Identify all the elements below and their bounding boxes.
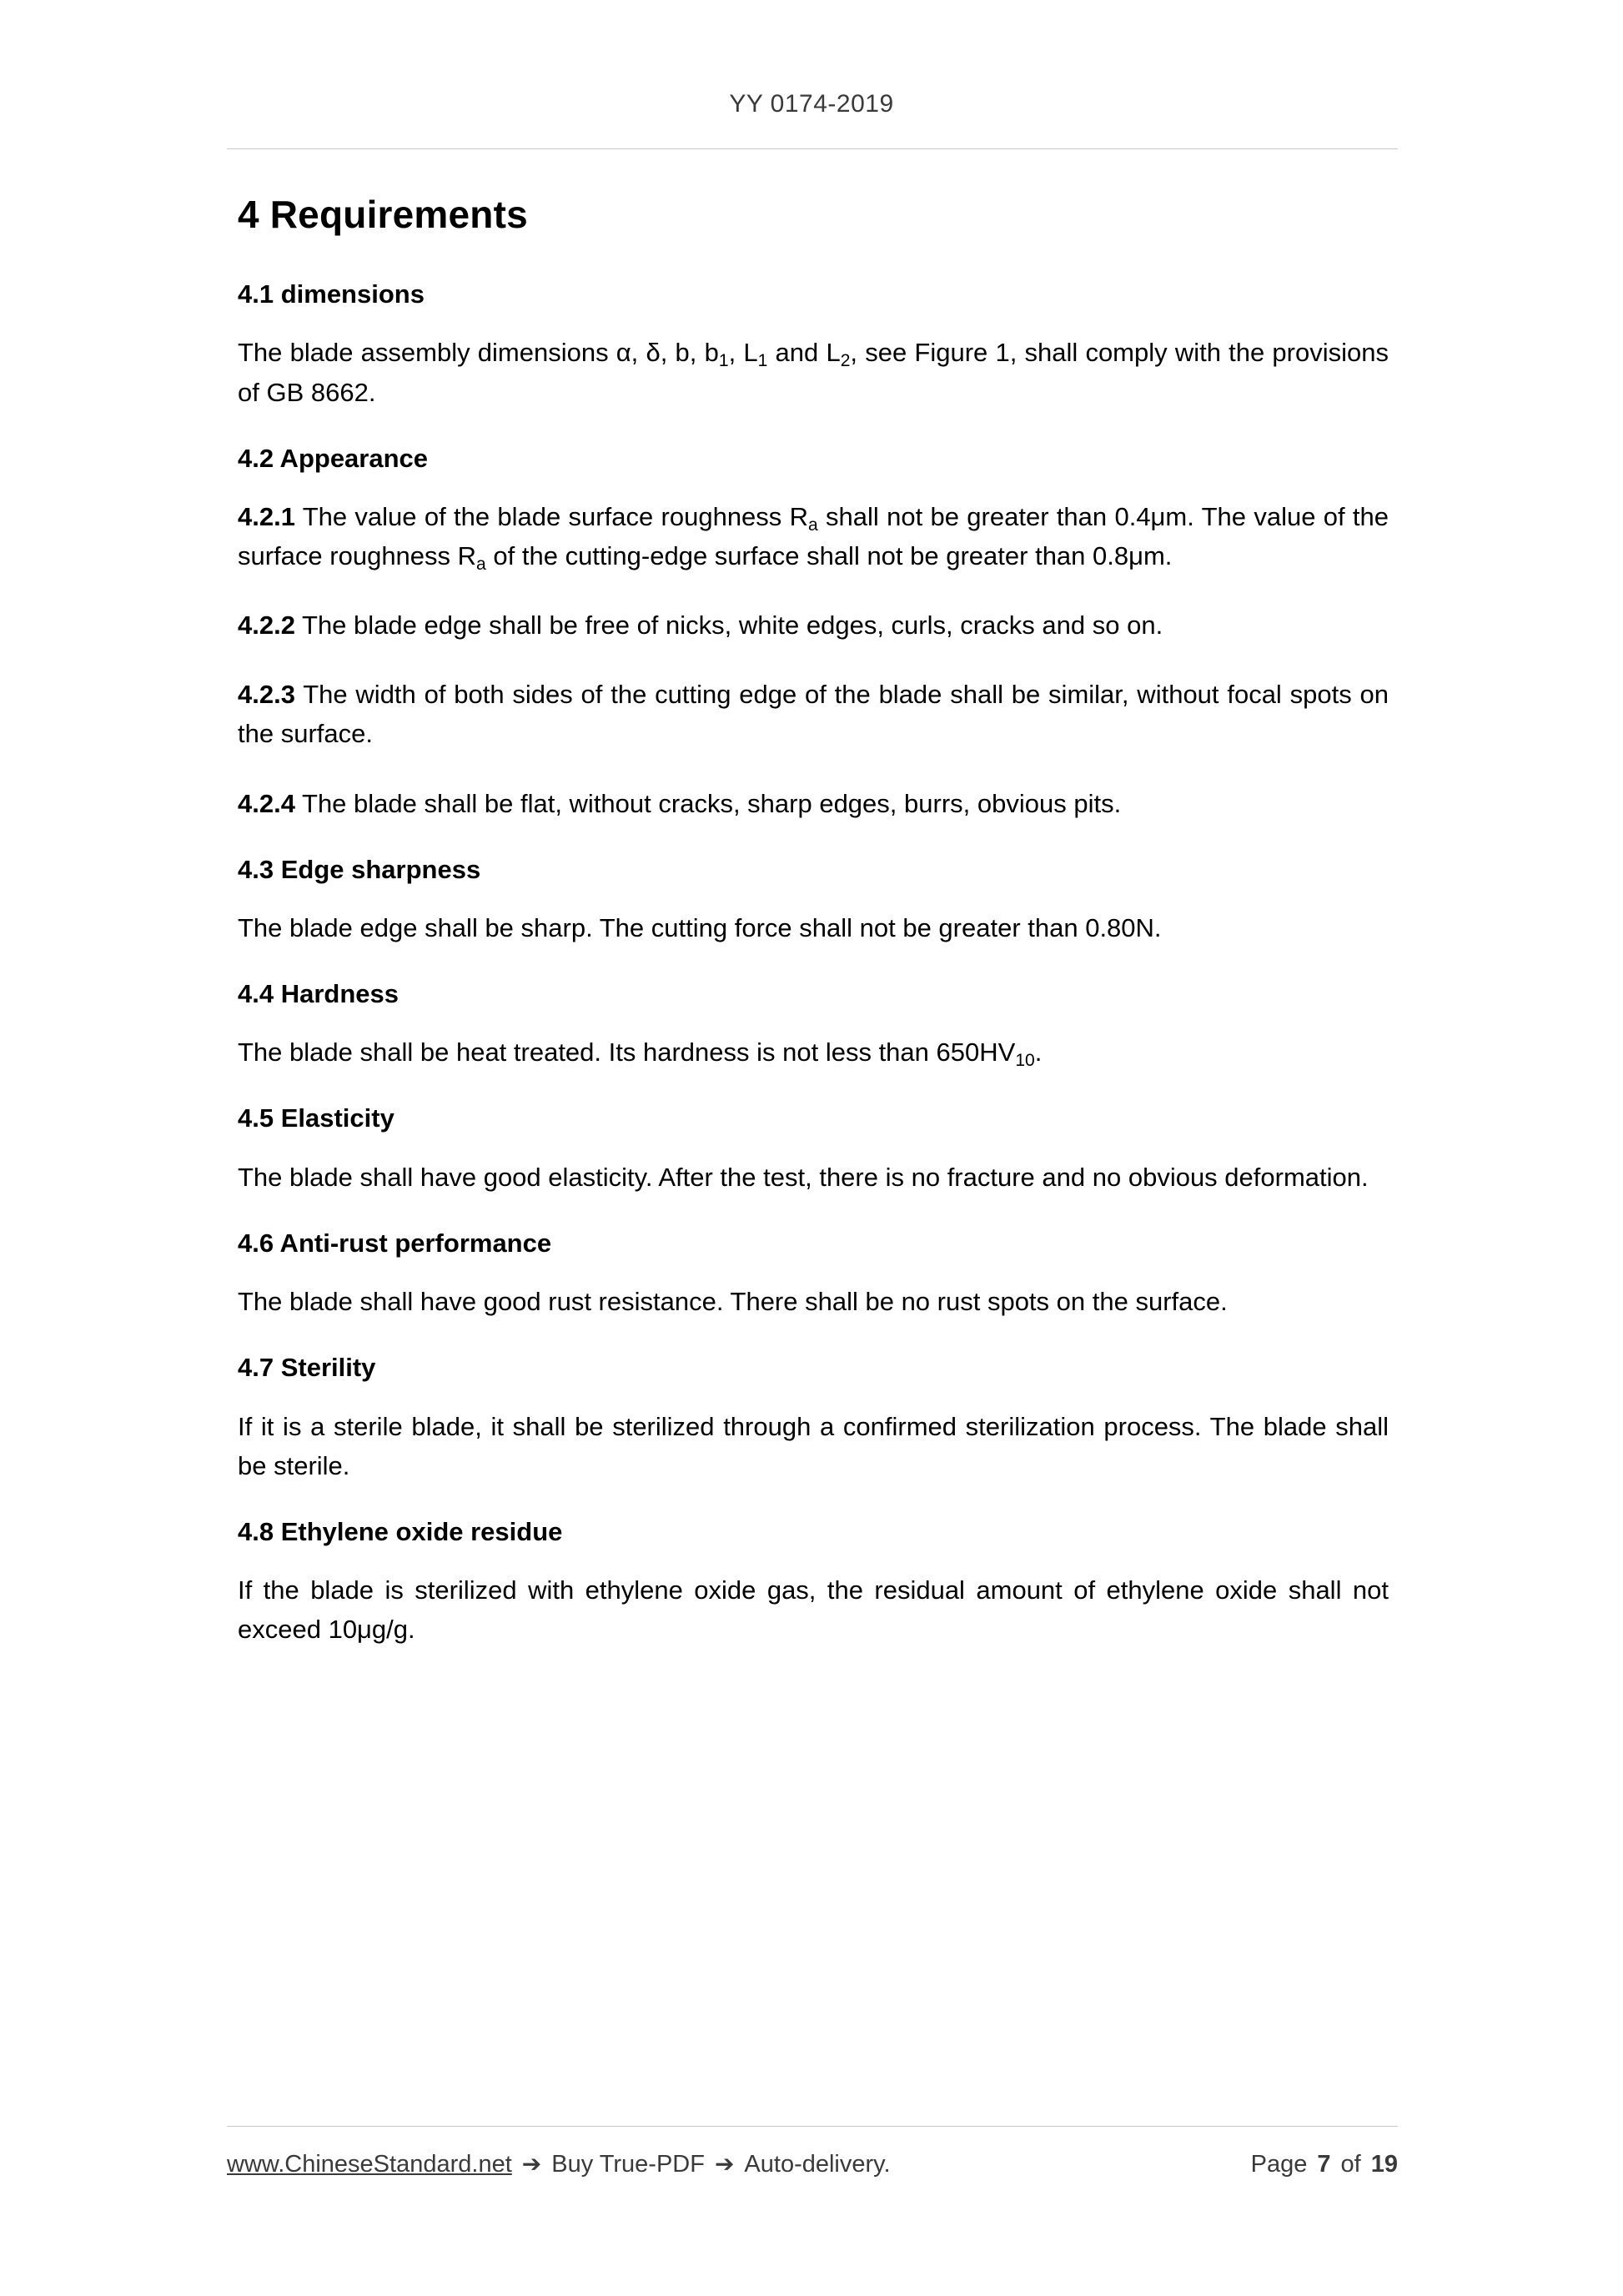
clause-number: 4.2.1 (238, 502, 295, 531)
subscript-text: a (808, 515, 818, 535)
standard-id: YY 0174-2019 (729, 90, 894, 118)
subscript-text: 10 (1015, 1051, 1035, 1071)
footer-left-group (227, 2150, 891, 2178)
paragraph-text: The width of both sides of the cutting edge of the blade shall be similar, without focal spots on the surface. (238, 680, 1389, 749)
paragraph-text: , L (728, 338, 758, 368)
subscript-text: 1 (718, 351, 729, 371)
page-number: 7 (1317, 2151, 1331, 2178)
subscript-text: 2 (840, 351, 851, 371)
paragraph (238, 675, 1389, 753)
paragraph-text: If the blade is sterilized with ethylene oxide gas, the residual amount of ethylene oxide shall not exceed 10μg/g. (238, 1575, 1389, 1645)
paragraph (238, 605, 1389, 645)
section-heading: 4.4 Hardness (238, 979, 399, 1009)
page-footer (227, 2150, 1398, 2178)
arrow-right-icon-2: ➔ (714, 2151, 735, 2177)
section-heading: 4.3 Edge sharpness (238, 854, 481, 884)
page-header (0, 90, 1623, 118)
subscript-text: 1 (757, 351, 768, 371)
section-heading: 4.2 Appearance (238, 443, 429, 473)
paragraph-text: and L (767, 338, 841, 368)
paragraph-text: The blade shall be heat treated. Its hardness is not less than 650HV (238, 1037, 1016, 1068)
paragraph-text: The blade shall be flat, without cracks, sharp edges, burrs, obvious pits. (294, 788, 1122, 818)
paragraph (238, 908, 1389, 947)
section-heading: 4.1 dimensions (238, 279, 425, 309)
page-label: Page (1250, 2151, 1308, 2178)
clause-number: 4.2.4 (238, 788, 295, 818)
paragraph (238, 1282, 1389, 1321)
paragraph-text: shall not be greater than 0.4μm. The value of the surface roughness R (238, 502, 1389, 571)
page-total: 19 (1370, 2151, 1398, 2178)
header-divider (227, 148, 1398, 149)
paragraph-text: . (1034, 1037, 1043, 1068)
paragraph (238, 1570, 1389, 1649)
section-heading: 4.5 Elasticity (238, 1103, 394, 1133)
paragraph-text: The blade edge shall be sharp. The cutting force shall not be greater than 0.80N. (238, 912, 1162, 942)
section-heading: 4.6 Anti-rust performance (238, 1228, 552, 1258)
paragraph (238, 1032, 1389, 1072)
paragraph (238, 1158, 1389, 1197)
page-indicator (1251, 2151, 1398, 2178)
subscript-text: a (476, 555, 486, 574)
footer-divider (227, 2126, 1398, 2127)
document-body (238, 192, 1389, 1649)
paragraph-text: The blade shall have good elasticity. After the test, there is no fracture and no obvious deformation. (238, 1162, 1369, 1192)
paragraph (238, 497, 1389, 575)
clause-number: 4.2.3 (238, 680, 295, 710)
paragraph-text: The value of the blade surface roughness R (294, 502, 808, 531)
chinesestandard-link[interactable]: www.ChineseStandard.net (227, 2151, 512, 2178)
arrow-right-icon: ➔ (521, 2151, 542, 2177)
buy-true-pdf-label: Buy True-PDF (551, 2151, 705, 2178)
paragraph-text: If it is a sterile blade, it shall be sterilized through a confirmed sterilization process. The blade shall be sterile. (238, 1411, 1389, 1480)
section-heading: 4.7 Sterility (238, 1353, 376, 1383)
paragraph-text: The blade edge shall be free of nicks, white edges, curls, cracks and so on. (294, 610, 1163, 641)
of-label: of (1340, 2151, 1361, 2178)
auto-delivery-label: Auto-delivery. (744, 2151, 891, 2178)
page-title: 4 Requirements (238, 193, 528, 236)
clause-number: 4.2.2 (238, 610, 295, 641)
paragraph (238, 1407, 1389, 1485)
paragraph-text: of the cutting-edge surface shall not be greater than 0.8μm. (485, 541, 1173, 571)
paragraph-text: , see Figure 1, shall comply with the provisions of GB 8662. (238, 338, 1389, 407)
paragraph-text: The blade shall have good rust resistance. There shall be no rust spots on the surface. (238, 1287, 1228, 1317)
section-heading: 4.8 Ethylene oxide residue (238, 1516, 563, 1546)
sections-container (238, 278, 1389, 1649)
paragraph (238, 784, 1389, 823)
paragraph (238, 333, 1389, 411)
paragraph-text: The blade assembly dimensions α, δ, b, b (238, 338, 719, 368)
